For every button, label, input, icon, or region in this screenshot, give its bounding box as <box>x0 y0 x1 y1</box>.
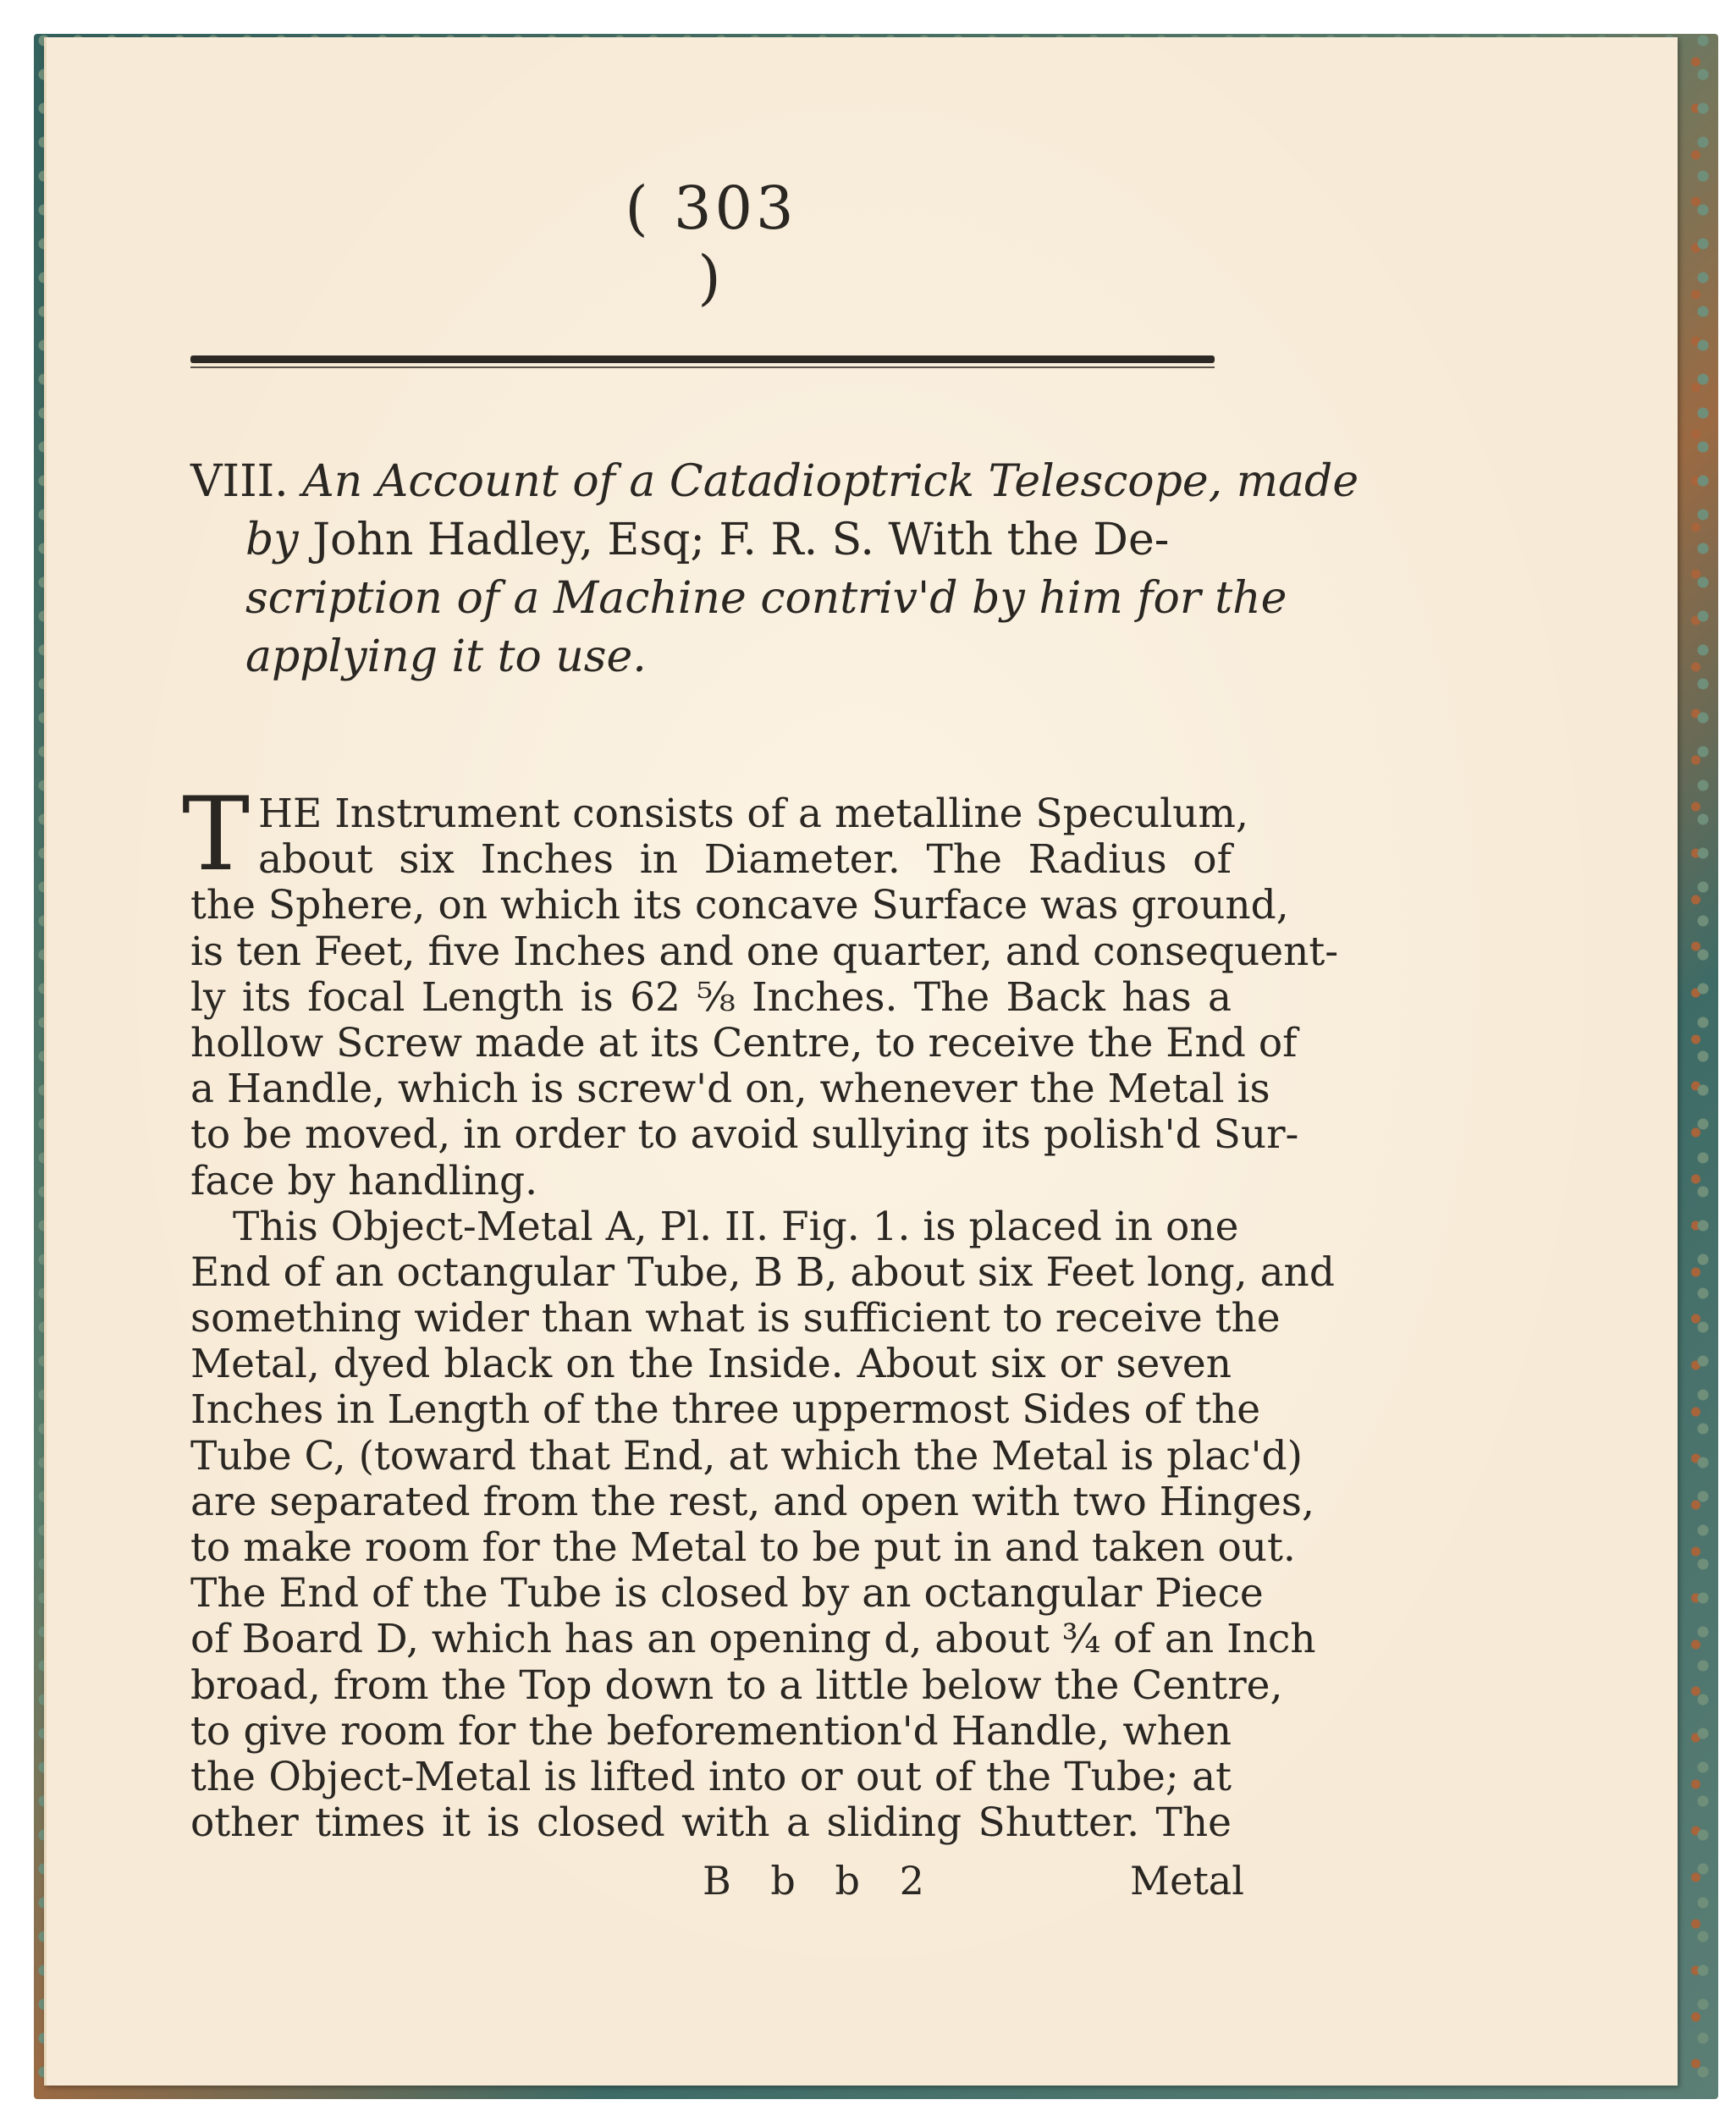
text-line: hollow Screw made at its Centre, to receive the End of <box>190 1019 1298 1066</box>
text-line: End of an octangular Tube, B B, about six Feet long, and <box>190 1248 1335 1296</box>
catchword: Metal <box>1130 1858 1244 1904</box>
text-line: to make room for the Metal to be put in and taken out. <box>190 1524 1296 1571</box>
text-line: are separated from the rest, and open with two Hinges, <box>190 1478 1314 1525</box>
article-title <box>190 453 1359 686</box>
text-line: broad, from the Top down to a little below the Centre, <box>190 1661 1283 1709</box>
paragraph-1 <box>190 791 1339 1204</box>
text-line: the Object-Metal is lifted into or out of the Tube; at <box>190 1753 1232 1800</box>
text-line: to give room for the beforemention'd Handle, when <box>190 1707 1232 1755</box>
title-text: John Hadley, Esq; F. R. S. With the De- <box>312 515 1170 565</box>
article-body <box>190 791 1339 1847</box>
title-line <box>190 511 1215 570</box>
text-line: face by handling. <box>190 1157 538 1204</box>
text-line: This Object-Metal A, Pl. II. Fig. 1. is placed in one <box>233 1203 1239 1250</box>
title-lead: VIII. <box>190 456 303 507</box>
title-line: applying it to use. <box>245 631 647 682</box>
signature-mark: B b b 2 <box>703 1858 938 1904</box>
text-line: Inches in Length of the three uppermost Sides of the <box>190 1386 1261 1434</box>
text-line: The End of the Tube is closed by an octangular Piece <box>190 1570 1264 1617</box>
title-lead: by <box>245 515 313 565</box>
text-line: ly its focal Length is 62 ⅝ Inches. The Back has a <box>190 973 1232 1021</box>
text-line: the Sphere, on which its concave Surface was ground, <box>190 882 1289 929</box>
text-line: Tube C, (toward that End, at which the Metal is plac'd) <box>190 1432 1303 1480</box>
text-line: HE Instrument consists of a metalline Speculum, <box>258 791 1248 837</box>
text-line: other times it is closed with a sliding Shutter. The <box>190 1799 1232 1847</box>
text-line: about six Inches in Diameter. The Radius of <box>258 836 1232 884</box>
header-rule <box>190 355 1215 363</box>
paragraph-2 <box>190 1203 1335 1847</box>
text-line: to be moved, in order to avoid sullying its polish'd Sur- <box>190 1111 1299 1159</box>
text-line: something wider than what is sufficient to receive the <box>190 1295 1281 1342</box>
text-line: is ten Feet, five Inches and one quarter, and consequent- <box>190 928 1339 975</box>
page-number: ( 303 ) <box>625 174 797 312</box>
title-text: An Account of a Catadioptrick Telescope, made <box>302 456 1359 507</box>
drop-cap: T <box>182 776 251 894</box>
header-rule-thin <box>190 366 1215 368</box>
title-line: scription of a Machine contriv'd by him for the <box>245 573 1287 624</box>
text-line: of Board D, which has an opening d, about ¾ of an Inch <box>190 1616 1316 1663</box>
text-line: a Handle, which is screw'd on, whenever the Metal is <box>190 1066 1270 1113</box>
text-line: Metal, dyed black on the Inside. About six or seven <box>190 1341 1232 1388</box>
title-line <box>190 453 1359 511</box>
